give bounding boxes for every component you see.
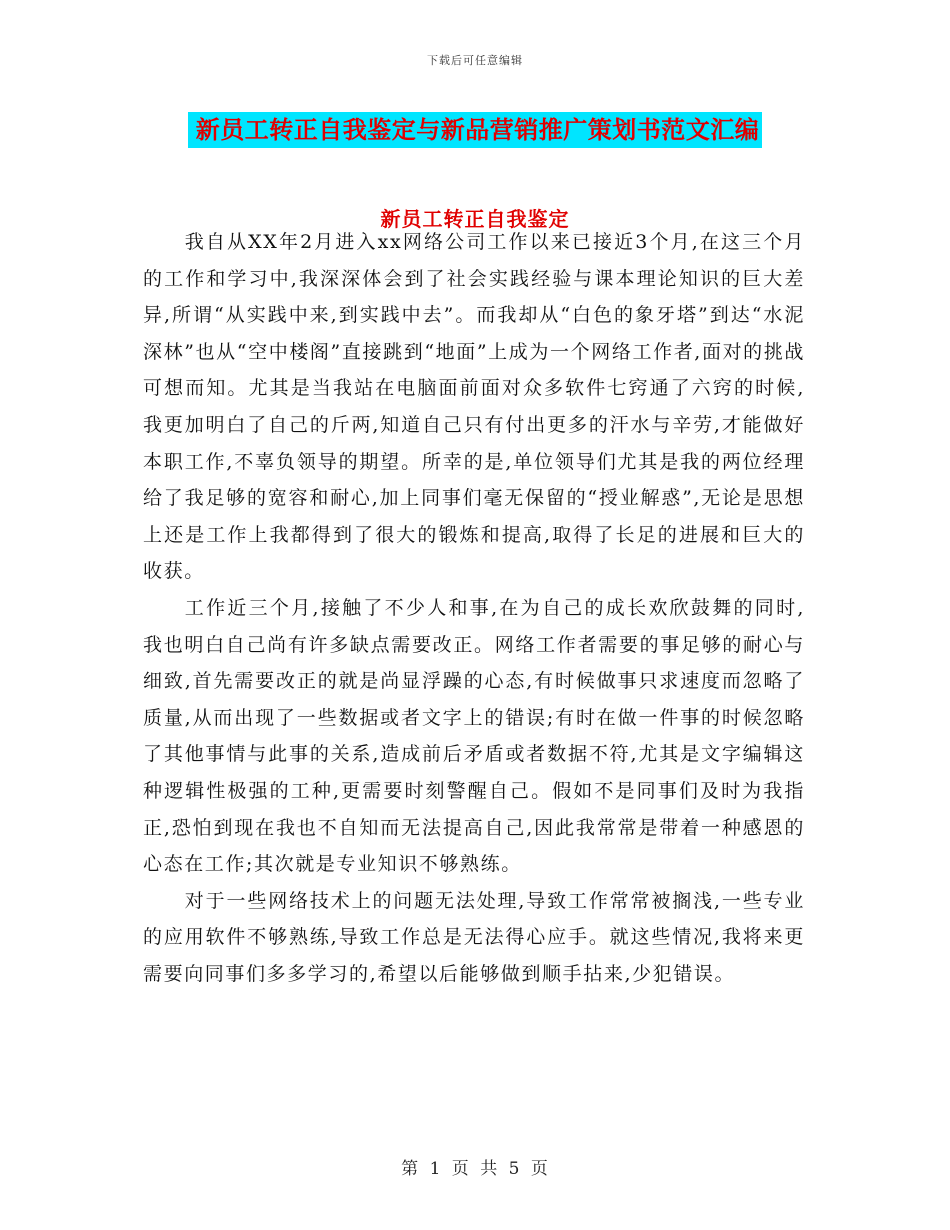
paragraph: 对于一些网络技术上的问题无法处理,导致工作常常被搁浅,一些专业的应用软件不够熟练,导致工作总是无法得心应手。就这些情况,我将来更需要向同事们多多学习的,希望以后能够做到顺手拈来,少犯错误。 (143, 889, 805, 985)
document-title-container (0, 112, 950, 148)
document-title: 新员工转正自我鉴定与新品营销推广策划书范文汇编 (188, 112, 763, 148)
page-number: 第 1 页 共 5 页 (401, 1159, 549, 1179)
page-header-note: 下载后可任意编辑 (427, 54, 523, 67)
body-text (143, 224, 805, 992)
section-title: 新员工转正自我鉴定 (380, 207, 570, 231)
paragraph: 工作近三个月,接触了不少人和事,在为自己的成长欢欣鼓舞的同时,我也明白自己尚有许多缺点需要改正。网络工作者需要的事足够的耐心与细致,首先需要改正的就是尚显浮躁的心态,有时候做事只求速度而忽略了质量,从而出现了一些数据或者文字上的错误;有时在做一件事的时候忽略了其他事情与此事的关系,造成前后矛盾或者数据不符,尤其是文字编辑这种逻辑性极强的工种,更需要时刻警醒自己。假如不是同事们及时为我指正,恐怕到现在我也不自知而无法提高自己,因此我常常是带着一种感恩的心态在工作;其次就是专业知识不够熟练。 (143, 596, 805, 876)
paragraph: 我自从XX年2月进入xx网络公司工作以来已接近3个月,在这三个月的工作和学习中,我深深体会到了社会实践经验与课本理论知识的巨大差异,所谓“从实践中来,到实践中去”。而我却从“白色的象牙塔”到达“水泥深林”也从“空中楼阁”直接跳到“地面”上成为一个网络工作者,面对的挑战可想而知。尤其是当我站在电脑面前面对众多软件七窍通了六窍的时候,我更加明白了自己的斤两,知道自己只有付出更多的汗水与辛劳,才能做好本职工作,不辜负领导的期望。所幸的是,单位领导们尤其是我的两位经理给了我足够的宽容和耐心,加上同事们毫无保留的“授业解惑”,无论是思想上还是工作上我都得到了很大的锻炼和提高,取得了长足的进展和巨大的收获。 (143, 231, 805, 583)
